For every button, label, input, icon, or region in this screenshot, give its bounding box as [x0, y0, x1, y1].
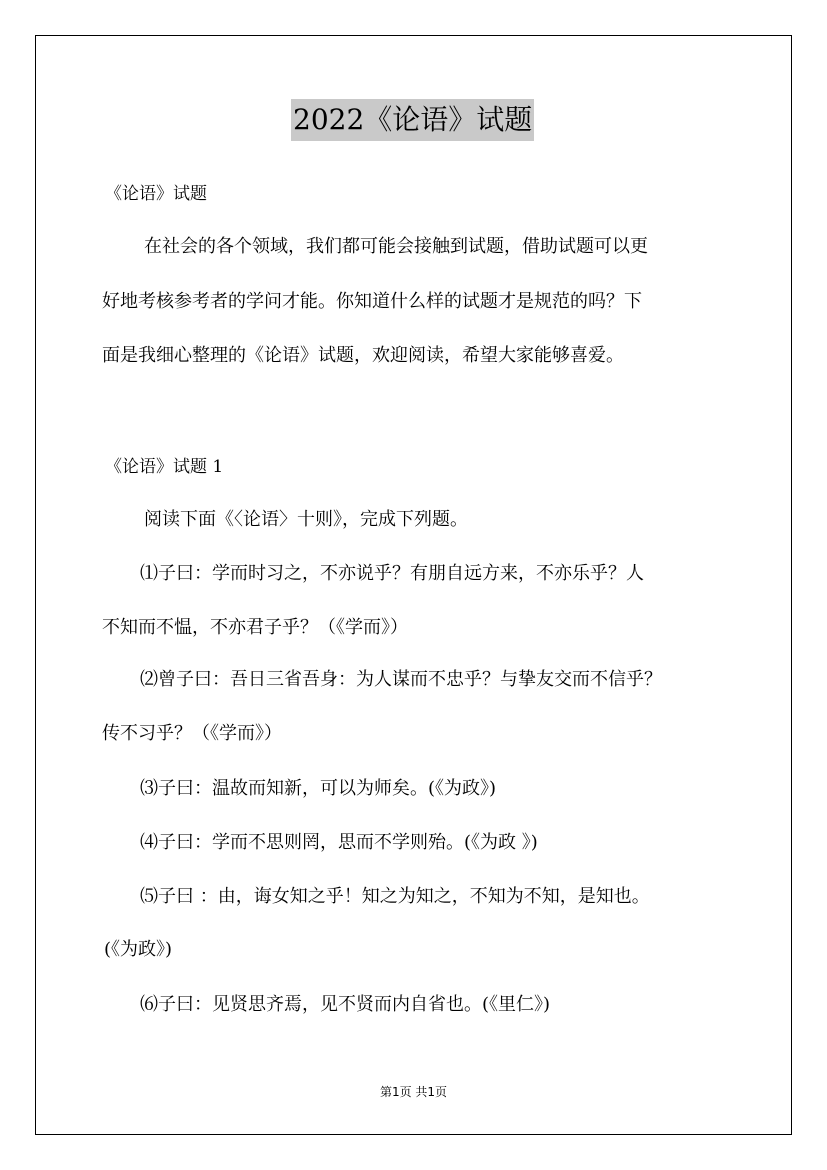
section-heading: 《论语》试题 1	[105, 457, 224, 477]
page-number-footer: 第1页 共1页	[379, 1085, 448, 1099]
analects-item: 不知而不愠，不亦君子乎？（《学而》）	[102, 617, 408, 638]
intro-line: 面是我细心整理的《论语》试题，欢迎阅读，希望大家能够喜爱。	[102, 345, 624, 366]
analects-item: ⑷子曰：学而不思则罔，思而不学则殆。(《为政 》)	[140, 832, 538, 853]
intro-line: 好地考核参考者的学问才能。你知道什么样的试题才是规范的吗？下	[102, 291, 642, 312]
analects-item: ⑸子曰 ：由，诲女知之乎！知之为知之，不知为不知，是知也。	[140, 886, 650, 907]
analects-item: (《为政》)	[104, 939, 173, 960]
analects-item: 传不习乎？（《学而》）	[102, 723, 282, 744]
analects-item: ⑵曾子曰：吾日三省吾身：为人谋而不忠乎？与挚友交而不信乎？	[140, 669, 662, 690]
document-title: 2022《论语》试题	[291, 99, 534, 141]
analects-item: ⑶子曰：温故而知新，可以为师矣。(《为政》)	[140, 778, 497, 799]
instruction-line: 阅读下面《〈论语〉十则》，完成下列题。	[144, 509, 468, 530]
intro-line: 在社会的各个领域，我们都可能会接触到试题，借助试题可以更	[144, 236, 648, 257]
analects-item: ⑹子曰：见贤思齐焉，见不贤而内自省也。(《里仁》)	[140, 994, 551, 1015]
analects-item: ⑴子曰：学而时习之，不亦说乎？有朋自远方来，不亦乐乎？人	[140, 563, 644, 584]
subtitle: 《论语》试题	[105, 184, 207, 204]
